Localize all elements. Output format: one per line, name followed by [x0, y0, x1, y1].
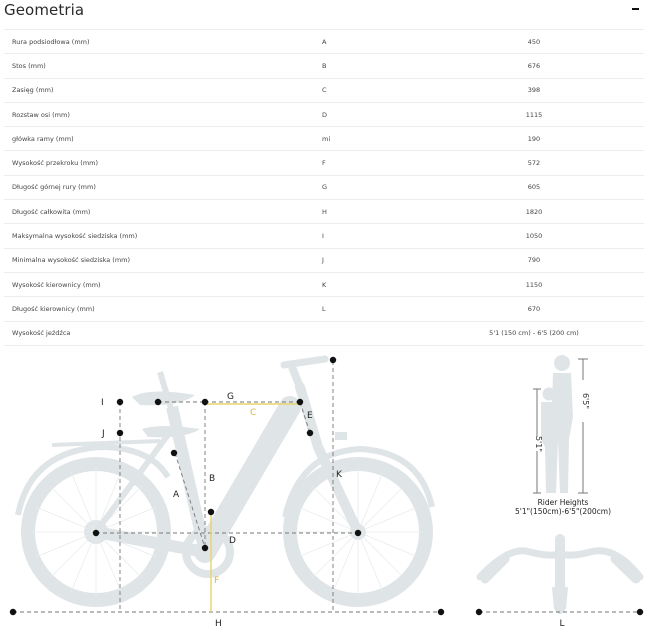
saddle-low-icon: [142, 426, 200, 437]
table-row: [4, 273, 644, 297]
row-value: 670: [527, 304, 541, 313]
row-code: F: [322, 159, 326, 168]
table-row: [4, 200, 644, 224]
row-value: 5'1 (150 cm) - 6'5 (200 cm): [489, 329, 579, 338]
row-code: A: [322, 37, 327, 46]
label-B: B: [209, 474, 216, 484]
row-code: K: [322, 280, 327, 289]
row-name: Długość całkowita (mm): [12, 207, 91, 216]
table-row: [4, 30, 644, 54]
row-name: Wysokość jeźdźca: [12, 329, 71, 338]
table-row: [4, 151, 644, 175]
row-value: 676: [527, 61, 541, 70]
table-row: [4, 322, 644, 346]
row-name: główka ramy (mm): [12, 134, 74, 143]
row-code: L: [322, 304, 326, 313]
row-value: 1820: [525, 207, 543, 216]
row-code: I: [322, 232, 324, 241]
table-row: [4, 103, 644, 127]
tall-height-label: 6'5": [581, 392, 590, 410]
short-height-label: 5'1": [534, 435, 543, 453]
row-name: Rozstaw osi (mm): [12, 110, 70, 119]
table-row: [4, 249, 644, 273]
row-name: Zasięg (mm): [12, 86, 54, 95]
section-header: [0, 0, 654, 28]
table-row: [4, 79, 644, 103]
geometry-diagram: [0, 347, 654, 628]
row-code: B: [322, 61, 327, 70]
section-title: Geometria: [4, 1, 85, 19]
label-F: F: [214, 576, 220, 586]
row-name: Wysokość kierownicy (mm): [12, 280, 101, 289]
geometry-table: [4, 29, 644, 346]
rider-caption-title: Rider Heights: [537, 498, 589, 507]
row-code: mi: [322, 134, 331, 143]
label-H: H: [215, 619, 222, 628]
rider-heights-figure: [541, 355, 573, 493]
row-name: Maksymalna wysokość siedziska (mm): [12, 232, 138, 241]
row-name: Długość górnej rury (mm): [12, 183, 96, 192]
row-code: H: [322, 207, 327, 216]
table-row: [4, 297, 644, 321]
collapse-button[interactable]: [631, 5, 641, 15]
rider-caption-range: 5'1"(150cm)-6'5"(200cm): [514, 507, 612, 516]
label-I: I: [101, 398, 104, 408]
row-value: 572: [527, 159, 541, 168]
label-J: J: [102, 429, 105, 439]
row-name: Minimalna wysokość siedziska (mm): [12, 256, 131, 265]
label-E: E: [307, 411, 313, 421]
row-code: C: [322, 86, 327, 95]
row-value: 398: [527, 86, 541, 95]
label-C: C: [250, 408, 257, 418]
table-row: [4, 224, 644, 248]
row-name: Rura podsiodłowa (mm): [12, 37, 90, 46]
row-value: 1050: [525, 232, 543, 241]
table-row: [4, 176, 644, 200]
row-name: Stos (mm): [12, 61, 46, 70]
table-row: [4, 54, 644, 78]
label-L: L: [559, 619, 565, 628]
saddle-high-icon: [132, 391, 195, 405]
row-value: 190: [527, 134, 541, 143]
row-code: J: [322, 256, 324, 265]
row-value: 450: [527, 37, 541, 46]
handlebar-topview-icon: [480, 539, 640, 609]
row-code: G: [322, 183, 328, 192]
row-value: 1115: [525, 110, 543, 119]
label-K: K: [336, 470, 342, 480]
label-D: D: [229, 536, 236, 546]
table-row: [4, 127, 644, 151]
minus-icon: [632, 8, 639, 10]
row-value: 605: [527, 183, 541, 192]
row-name: Wysokość przekroku (mm): [12, 159, 99, 168]
label-A: A: [173, 490, 180, 500]
row-value: 790: [527, 256, 541, 265]
label-G: G: [227, 392, 234, 402]
row-code: D: [322, 110, 328, 119]
bike-geometry-svg: [0, 347, 654, 628]
row-value: 1150: [525, 280, 543, 289]
row-name: Długość kierownicy (mm): [12, 304, 95, 313]
bike-silhouette-icon: [18, 359, 432, 600]
